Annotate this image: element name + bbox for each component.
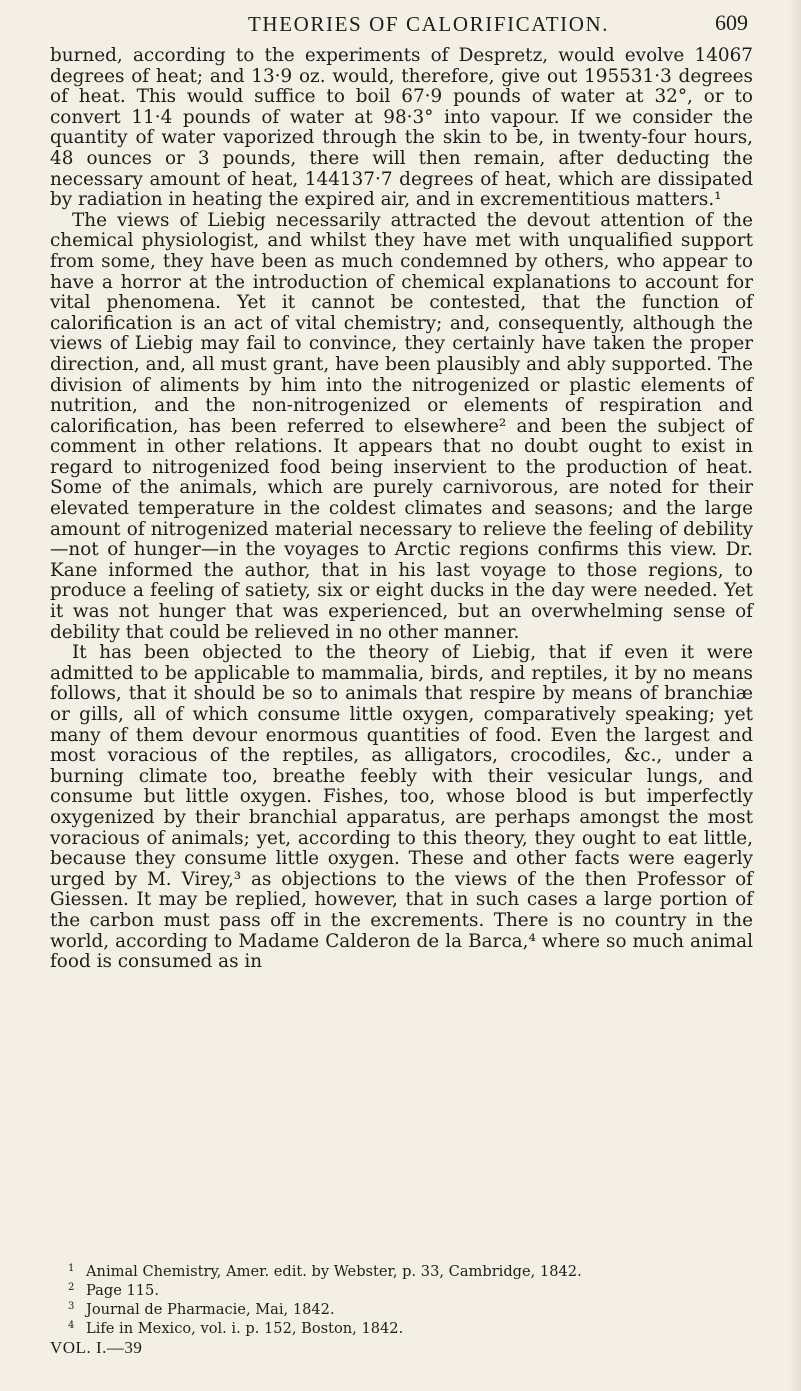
volume-signature: VOL. I.—39 — [50, 1338, 143, 1357]
footnote — [50, 1319, 753, 1338]
paragraph-objections: It has been objected to the theory of Liebig, that if even it were admitted to be applicable to mammalia, birds, and reptiles, it by no means follows, that it should be so to animals that respire by means of branchiæ or gills, all of which consume little oxygen, comparatively speaking; yet many of them devour enormous quantities of food. Even the largest and most voracious of the reptiles, as alligators, crocodiles, &c., under a burning climate too, breathe feebly with their vesicular lungs, and consume but little oxygen. Fishes, too, whose blood is but imperfectly oxygenized by their branchial apparatus, are perhaps amongst the most voracious of animals; yet, according to this theory, they ought to eat little, because they consume little oxygen. These and other facts were eagerly urged by M. Virey,³ as objections to the views of the then Professor of Giessen. It may be replied, however, that in such cases a large portion of the carbon must pass off in the excrements. There is no country in the world, according to Madame Calderon de la Barca,⁴ where so much animal food is consumed as in — [50, 642, 753, 973]
page-header — [48, 6, 748, 36]
page-number: 609 — [715, 10, 748, 35]
footnote-text: Page 115. — [86, 1282, 159, 1299]
footnote-mark: 3 — [68, 1301, 75, 1312]
footnote — [50, 1300, 753, 1319]
running-title: THEORIES OF CALORIFICATION. — [248, 12, 610, 36]
footnote-mark: 2 — [68, 1282, 75, 1293]
paragraph-liebig-views: The views of Liebig necessarily attracted the devout attention of the chemical physiologist, and whilst they have met with unqualified support from some, they have been as much condemned by others, who appear to have a horror at the introduction of chemical explanations to account for vital phenomena. Yet it cannot be contested, that the function of calorification is an act of vital chemistry; and, consequently, although the views of Liebig may fail to convince, they certainly have taken the proper direction, and, all must grant, have been plausibly and ably supported. The division of aliments by him into the nitrogenized or plastic elements of nutrition, and the non-nitrogenized or elements of respiration and calorification, has been referred to elsewhere² and been the subject of comment in other relations. It appears that no doubt ought to exist in regard to nitrogenized food being inservient to the production of heat. Some of the animals, which are purely carnivorous, are noted for their elevated temperature in the coldest climates and seasons; and the large amount of nitrogenized material necessary to relieve the feeling of debility—not of hunger—in the voyages to Arctic regions confirms this view. Dr. Kane informed the author, that in his last voyage to those regions, to produce a feeling of satiety, six or eight ducks in the day were needed. Yet it was not hunger that was experienced, but an overwhelming sense of debility that could be relieved in no other manner. — [50, 209, 753, 643]
footnote-mark: 1 — [68, 1263, 75, 1274]
page-edge-shadow — [789, 0, 801, 1391]
footnote — [50, 1281, 753, 1300]
body-text — [50, 46, 753, 973]
footnote-text: Journal de Pharmacie, Mai, 1842. — [86, 1301, 335, 1318]
footnotes — [50, 1262, 753, 1338]
footnote-mark: 4 — [68, 1320, 75, 1331]
paragraph-continued: burned, according to the experiments of Despretz, would evolve 14067 degrees of heat; and 13·9 oz. would, therefore, give out 195531·3 degrees of heat. This would suffice to boil 67·9 pounds of water at 32°, or to convert 11·4 pounds of water at 98·3° into vapour. If we consider the quantity of water vaporized through the skin to be, in twenty-four hours, 48 ounces or 3 pounds, there will then remain, after deducting the necessary amount of heat, 144137·7 degrees of heat, which are dissipated by radiation in heating the expired air, and in excrementitious matters.¹ — [50, 45, 753, 211]
footnote-text: Life in Mexico, vol. i. p. 152, Boston, 1842. — [86, 1320, 404, 1337]
footnote — [50, 1262, 753, 1281]
footnote-text: Animal Chemistry, Amer. edit. by Webster, p. 33, Cambridge, 1842. — [86, 1263, 582, 1280]
